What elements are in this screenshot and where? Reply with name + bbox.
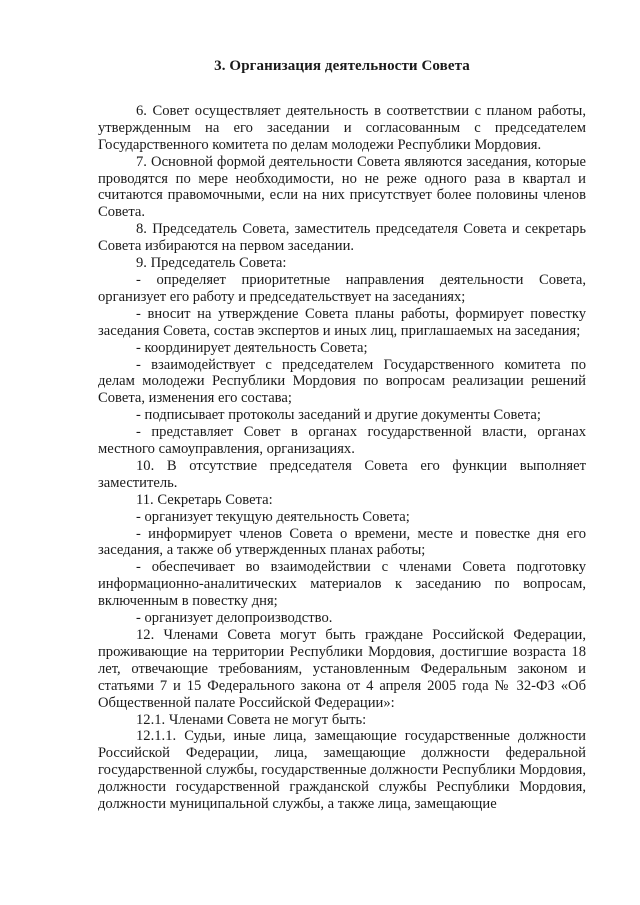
paragraph-9: 9. Председатель Совета: — [136, 255, 287, 272]
chairman-duty-1: - определяет приоритетные направления деятельности Совета, организует его работу и председательствует на заседаниях; — [98, 271, 586, 305]
secretary-duty-1: - организует текущую деятельность Совета; — [136, 508, 410, 525]
secretary-duty-2: - информирует членов Совета о времени, месте и повестке дня его заседания, а также об утвержденных планах работы; — [98, 525, 586, 559]
paragraph-12: 12. Членами Совета могут быть граждане Российской Федерации, проживающие на территории Республики Мордовия, достигшие возраста 18 лет, отвечающие требованиям, установленным Федеральным законом и статьями 7 и 15 Федерального закона от 4 апреля 2005 года № 32-ФЗ «Об Общественной палате Российской Федерации»: — [98, 627, 586, 711]
chairman-duty-5: - подписывает протоколы заседаний и другие документы Совета; — [136, 407, 541, 424]
section-heading: 3. Организация деятельности Совета — [214, 58, 470, 74]
document-page — [98, 58, 586, 813]
chairman-duty-2: - вносит на утверждение Совета планы работы, формирует повестку заседания Совета, состав экспертов и иных лиц, приглашаемых на заседания; — [98, 305, 586, 339]
secretary-duty-4: - организует делопроизводство. — [136, 610, 333, 627]
paragraph-7: 7. Основной формой деятельности Совета являются заседания, которые проводятся по мере необходимости, но не реже одного раза в квартал и считаются правомочными, если на них присутствует более половины членов Совета. — [98, 153, 586, 221]
chairman-duty-4: - взаимодействует с председателем Государственного комитета по делам молодежи Республики Мордовия по вопросам реализации решений Совета, изменения его состава; — [98, 356, 586, 407]
paragraph-12-1-1: 12.1.1. Судьи, иные лица, замещающие государственные должности Российской Федерации, лица, замещающие должности федеральной государственной службы, государственные должности Республики Мордовия, должности государственной гражданской службы Республики Мордовия, должности муниципальной службы, а также лица, замещающие — [98, 728, 586, 813]
chairman-duty-6: - представляет Совет в органах государственной власти, органах местного самоуправления, организациях. — [98, 424, 586, 458]
paragraph-12-1: 12.1. Членами Совета не могут быть: — [136, 711, 367, 728]
paragraph-8: 8. Председатель Совета, заместитель председателя Совета и секретарь Совета избираются на первом заседании. — [98, 221, 586, 255]
chairman-duty-3: - координирует деятельность Совета; — [136, 339, 368, 356]
paragraph-6: 6. Совет осуществляет деятельность в соответствии с планом работы, утвержденным на его заседании и согласованным с председателем Государственного комитета по делам молодежи Республики Мордовия. — [98, 102, 586, 153]
paragraph-10: 10. В отсутствие председателя Совета его функции выполняет заместитель. — [98, 457, 586, 491]
secretary-duty-3: - обеспечивает во взаимодействии с членами Совета подготовку информационно-аналитических материалов к заседанию по вопросам, включенным в повестку дня; — [98, 559, 586, 610]
paragraph-11: 11. Секретарь Совета: — [136, 491, 273, 508]
